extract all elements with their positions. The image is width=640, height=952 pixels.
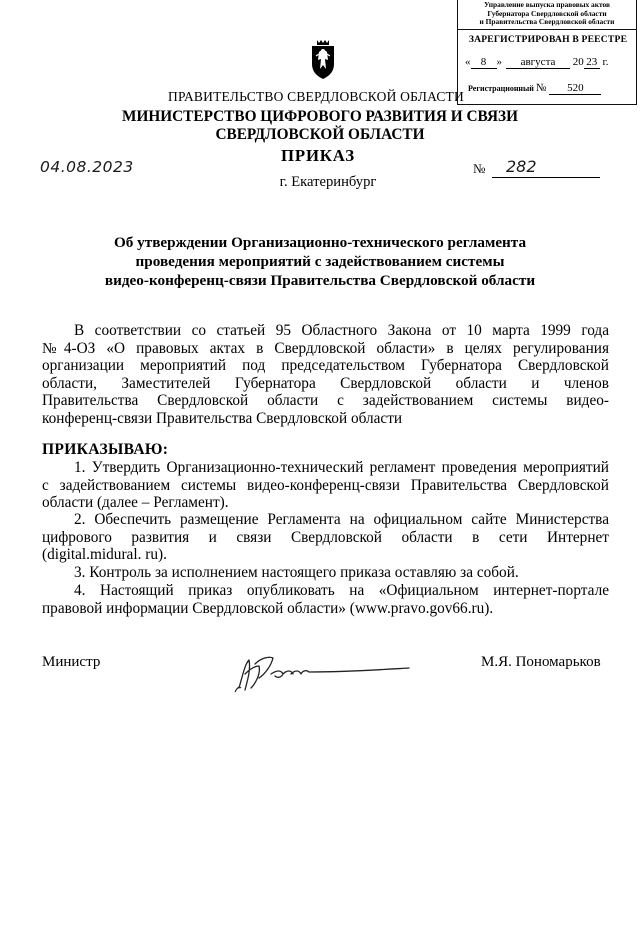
order-item-line: (digital.midural. ru).	[42, 546, 167, 564]
stamp-year-prefix: 20	[572, 56, 584, 68]
subject-line: проведения мероприятий с задействованием системы	[135, 253, 505, 270]
stamp-day: 8	[471, 57, 497, 69]
stamp-authority-line: Губернатора Свердловской области	[487, 8, 607, 18]
stamp-authority-line: и Правительства Свердловской области	[479, 17, 615, 27]
order-item-line: с задействованием системы видео-конференц-связи Правительства Свердловской	[42, 476, 609, 494]
order-date: 04.08.2023	[40, 158, 134, 176]
doc-type-title: ПРИКАЗ	[281, 146, 355, 165]
stamp-authority-line: Управление выпуска правовых актов	[483, 0, 611, 9]
order-number: 282	[506, 157, 537, 176]
government-name: ПРАВИТЕЛЬСТВО СВЕРДЛОВСКОЙ ОБЛАСТИ	[168, 89, 464, 104]
order-item-line: 4. Настоящий приказ опубликовать на «Официальном интернет-портале	[74, 582, 609, 599]
subject-line: видео-конференц-связи Правительства Свердловской области	[104, 272, 536, 289]
city: г. Екатеринбург	[279, 174, 377, 190]
preamble-line: №4-ОЗ «О правовых актах в Свердловской области» в целях регулирования	[42, 339, 609, 357]
order-item-line: 2. Обеспечить размещение Регламента на официальном сайте Министерства	[74, 511, 609, 528]
stamp-date: « 8 » августа 20 23 г.	[465, 56, 609, 68]
stamp-registered-label: ЗАРЕГИСТРИРОВАН В РЕЕСТРЕ	[468, 34, 628, 45]
signatory-name: М.Я. Пономарьков	[481, 654, 601, 670]
order-item-1	[42, 459, 609, 512]
order-item-2	[42, 511, 609, 564]
order-subject	[0, 233, 640, 290]
preamble-line: организации мероприятий под председательством Губернатора Свердловской	[42, 357, 609, 375]
stamp-reg-sign: №	[535, 82, 547, 94]
order-item-4	[42, 582, 609, 617]
signature-image	[225, 644, 415, 700]
stamp-reg-label: Регистрационный	[468, 84, 534, 93]
preamble-line: В соответствии со статьей 95 Областного Закона от 10 марта 1999 года	[74, 322, 609, 339]
ministry-name-line: СВЕРДЛОВСКОЙ ОБЛАСТИ	[215, 126, 425, 143]
order-item-line: 1. Утвердить Организационно-технический регламент проведения мероприятий	[74, 459, 609, 476]
stamp-year-unit: г.	[602, 56, 609, 68]
preamble-line: Правительства Свердловской области с задействованием системы видео-	[42, 392, 609, 410]
order-item-line: области (далее – Регламент).	[42, 494, 229, 512]
order-item-line: 3. Контроль за исполнением настоящего приказа оставляю за собой.	[74, 564, 519, 581]
stamp-month: августа	[506, 57, 570, 69]
preamble-line: области, Заместителей Губернатора Свердловской области и членов	[42, 374, 609, 392]
order-number-sign: №	[473, 161, 486, 176]
orders-word: ПРИКАЗЫВАЮ:	[42, 441, 169, 458]
ministry-name-line: МИНИСТЕРСТВО ЦИФРОВОГО РАЗВИТИЯ И СВЯЗИ	[122, 108, 518, 125]
order-item-3	[42, 564, 609, 582]
subject-line: Об утверждении Организационно-технического регламента	[113, 234, 527, 251]
preamble-paragraph	[42, 322, 609, 428]
order-item-line: правовой информации Свердловской области» (www.pravo.gov66.ru).	[42, 599, 494, 617]
preamble-line: конференц-связи Правительства Свердловской области	[42, 409, 403, 427]
ministry-name	[0, 108, 640, 144]
coat-of-arms-icon	[306, 38, 340, 80]
stamp-year-suffix: 23	[584, 57, 600, 69]
signatory-title: Министр	[42, 654, 101, 670]
stamp-authority	[458, 0, 636, 30]
order-item-line: цифрового развития и связи Свердловской области в сети Интернет	[42, 528, 609, 546]
stamp-reg-value: 520	[549, 83, 601, 95]
